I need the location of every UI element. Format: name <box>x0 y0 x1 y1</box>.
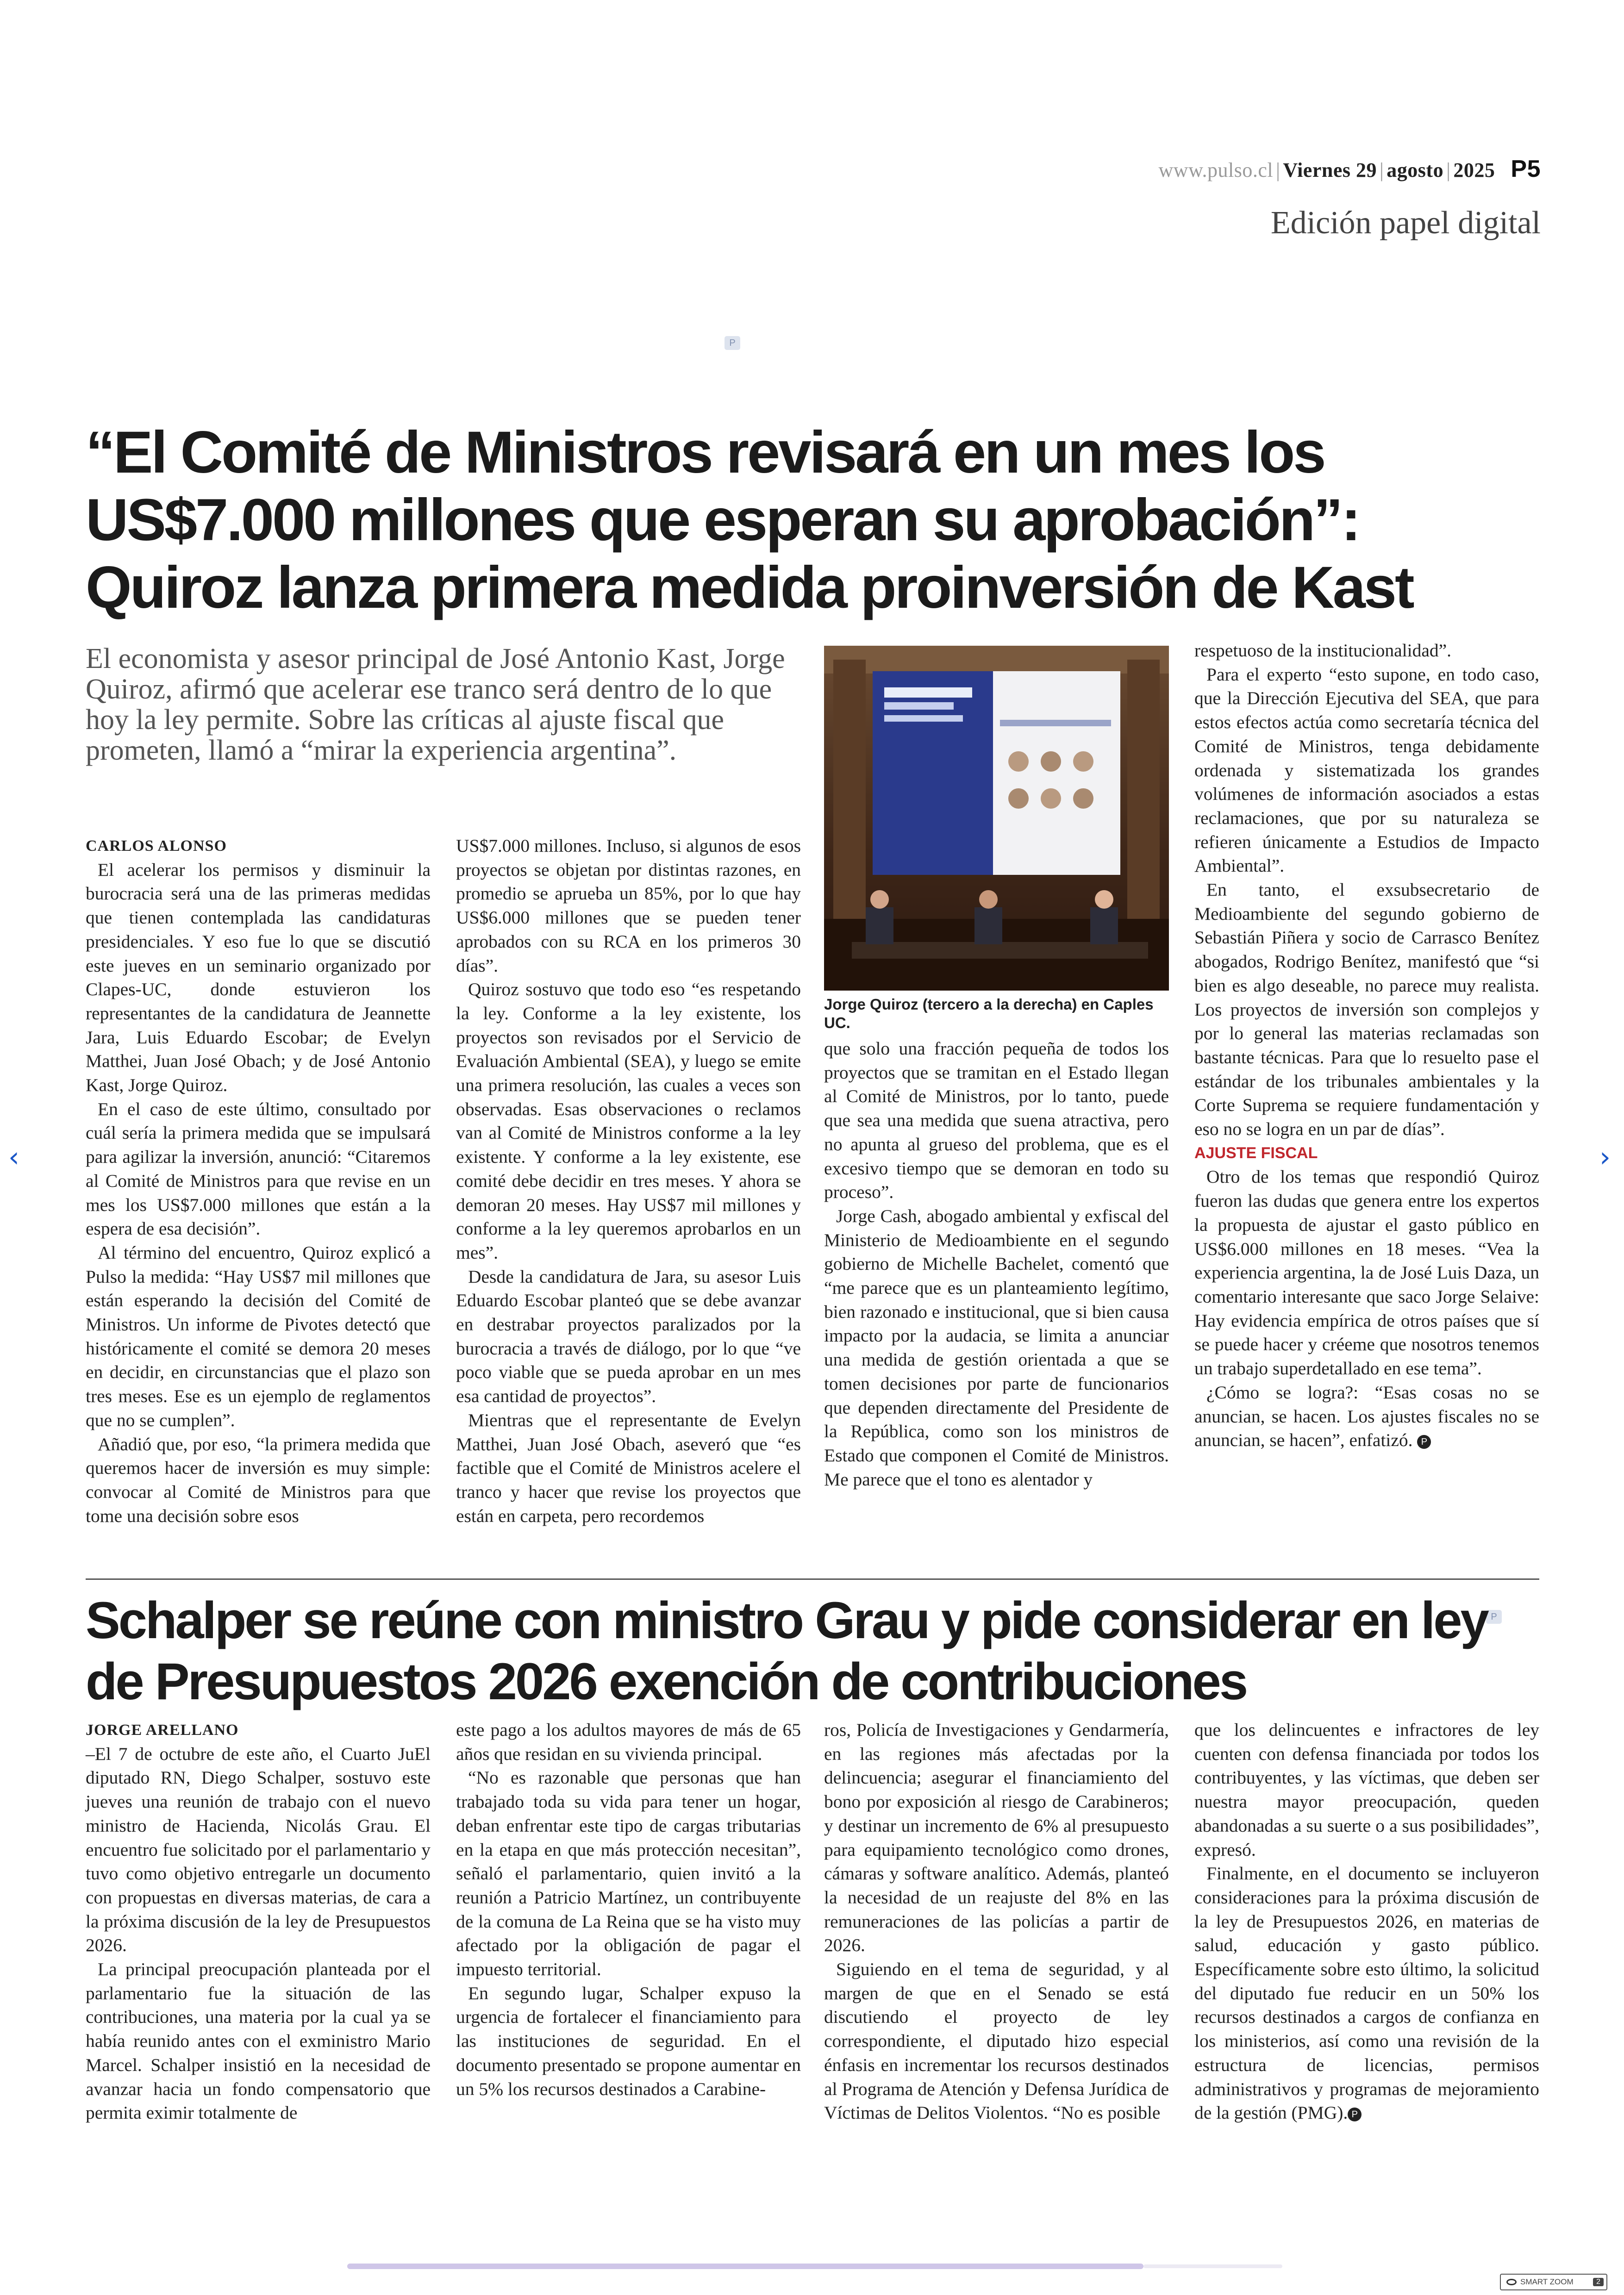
article1-paragraph: Otro de los temas que respondió Quiroz fueron las dudas que genera entre los expertos la propuesta de ajustar el gasto público en US$6.000 millones en 18 meses. “Vea la experiencia argentina, la de José Luis Daza, un comentario interesante que saco Jorge Selaive: Hay evidencia empírica de otros países que sí se puede hacer y créeme que nosotros tenemos un trabajo superdetallado en ese tema”. <box>1194 1166 1539 1379</box>
article1-paragraph: Mientras que el representante de Evelyn Matthei, Juan José Obach, aseveró que “es factible que el Comité de Ministros acelere el tranco y hacer que revise los proyectos que están en carpeta, pero recordemos <box>456 1409 801 1526</box>
site-url[interactable]: www.pulso.cl <box>1158 159 1274 181</box>
article2-byline: JORGE ARELLANO <box>86 1721 239 1739</box>
article1-paragraph: Jorge Cash, abogado ambiental y exfiscal del Ministerio de Medioambiente en el segundo gobierno de Michelle Bachelet, comentó que “me parece que es un planteamiento legítimo, bien razonado e institucional, que si bien causa impacto por la audacia, se limita a anunciar una medida de gestión orientada a que se tomen decisiones por parte de funcionarios que dependen directamente del Presidente de la República, como son los ministros de Estado que componen el Comité de Ministros. Me parece que el tono es alentador y <box>824 1205 1169 1490</box>
article1-paragraph: US$7.000 millones. Incluso, si algunos de esos proyectos se objetan por distintas razones, en promedio se aprueba un 85%, por lo que hay US$6.000 millones que se pueden tener aprobados con su RCA en los primeros 30 días”. <box>456 836 801 976</box>
ad-marker-icon[interactable]: P <box>725 336 740 350</box>
article1-lead: El economista y asesor principal de José Antonio Kast, Jorge Quiroz, afirmó que acelerar ese tranco será dentro de lo que hoy la ley permite. Sobre las críticas al ajuste fiscal que prometen, llamó a “mirar la experiencia argentina”. <box>86 643 785 766</box>
article1-paragraph: El acelerar los permisos y disminuir la burocracia será una de las primeras medidas que tienen contemplada las candidaturas presidenciales. Y eso fue lo que se discutió este jueves en un seminario organizado por Clapes-UC, donde estuvieron los representantes de la candidatura de Jeannette Jara, Luis Eduardo Escobar; de Evelyn Matthei, Juan José Obach; y de José Antonio Kast, Jorge Quiroz. <box>86 859 431 1096</box>
ad-marker-icon[interactable]: P <box>1486 1610 1502 1624</box>
masthead: www.pulso.cl | Viernes 29 | agosto | 2025 P5 <box>1158 156 1541 182</box>
article1-paragraph: Añadió que, por eso, “la primera medida que queremos hacer de inversión es muy simple: convocar al Comité de Ministros para que tome una decisión sobre esos <box>86 1434 431 1526</box>
article1-paragraph: Quiroz sostuvo que todo eso “es respetando la ley. Conforme a la ley existente, los proyectos son revisados por el Servicio de Evaluación Ambiental (SEA), y luego se emite una primera resolución, las cuales a veces son observadas. Esas observaciones o reclamos van al Comité de Ministros conforme a la ley existente. Y conforme a la ley existente, ese comité debe decidir en tres meses. Y ahora se demoran 20 meses. Hay US$7 mil millones y conforme a la ley queremos aprobarlos en un mes”. <box>456 979 801 1263</box>
issue-day: Viernes 29 <box>1283 159 1377 181</box>
smart-zoom-button[interactable] <box>1500 2274 1607 2290</box>
article1-paragraph: En el caso de este último, consultado por cuál sería la primera medida que se impulsará para agilizar la inversión, anunció: “Citaremos al Comité de Ministros para que revise en un mes los US$7.000 millones que están a la espera de esa decisión”. <box>86 1098 431 1239</box>
page-number: P5 <box>1511 156 1541 182</box>
article1-col3 <box>824 1037 1169 1491</box>
article1-paragraph: En tanto, el exsubsecretario de Medioambiente del segundo gobierno de Sebastián Piñera y socio de Carrasco Benítez abogados, Rodrigo Benítez, manifestó que “si bien es algo deseable, no parece muy realista. Los proyectos de inversión son complejos y por lo general las materias reclamadas son bastante técnicas. Para que lo resuelto pase el estándar de los tribunales ambientales y la Corte Suprema se requiere fundamentación y eso no se logra en un par de días”. <box>1194 879 1539 1140</box>
article2-paragraph: este pago a los adultos mayores de más de 65 años que residan en su vivienda principal. <box>456 1720 801 1764</box>
article2-closing-text: Finalmente, en el documento se incluyeron consideraciones para la próxima discusión de la ley de Presupuestos 2026, en materias de salud, educación y gasto público. Específicamente sobre esto último, la solicitud del diputado fue reducir en un 50% los recursos destinados a cargos de confianza en los ministerios, así como una revisión de la estructura de licencias, permisos administrativos y programas de mejoramiento de la gestión (PMG). <box>1194 1863 1539 2123</box>
article1-paragraph: Desde la candidatura de Jara, su asesor Luis Eduardo Escobar planteó que se debe avanzar en destrabar proyectos paralizados por la burocracia a través de diálogo, por lo que “ve poco viable que se pueda aprobar en un mes esa cantidad de proyectos”. <box>456 1266 801 1407</box>
edition-label: Edición papel digital <box>1270 205 1541 241</box>
article1-paragraph: Para el experto “esto supone, en todo caso, que la Dirección Ejecutiva del SEA, que para estos efectos actúa como secretaría técnica del Comité de Ministros, tenga debidamente ordenada y sistematizada los grandes volúmenes de información asociados a estas reclamaciones, que por su naturaleza se refieren únicamente a Estudios de Impacto Ambiental”. <box>1194 664 1539 876</box>
article1-paragraph <box>1194 1381 1539 1453</box>
article1-paragraph: respetuoso de la institucionalidad”. <box>1194 640 1452 661</box>
article2-paragraph <box>1194 1862 1539 2125</box>
article1-col4 <box>1194 639 1539 1453</box>
article2-paragraph: ros, Policía de Investigaciones y Gendarmería, en las regiones más afectadas por la delincuencia; asegurar el financiamiento del bono por exposición al riesgo de Carabineros; y destinar un incremento de 6% al presupuesto para equipamiento tecnológico como drones, cámaras y software analítico. Además, planteó la necesidad de un reajuste del 8% en las remuneraciones de las policías a partir de 2026. <box>824 1720 1169 1956</box>
article2-paragraph: –El 7 de octubre de este año, el Cuarto JuEl diputado RN, Diego Schalper, sostuvo este jueves una reunión de trabajo con el nuevo ministro de Hacienda, Nicolás Grau. El encuentro fue solicitado por el parlamentario y tuvo como objetivo entregarle un documento con propuestas en diversas materias, de cara a la próxima discusión de la ley de Presupuestos 2026. <box>86 1743 431 1956</box>
article2-paragraph: La principal preocupación planteada por el parlamentario fue la situación de las contribuciones, una materia por la cual ya se había reunido antes con el exministro Mario Marcel. Schalper insistió en la necesidad de avanzar hacia un fondo compensatorio que permita eximir totalmente de <box>86 1959 431 2123</box>
article2-col4 <box>1194 1718 1539 2125</box>
seminar-photo-image <box>824 646 1169 991</box>
article2-paragraph: que los delincuentes e infractores de ley cuenten con defensa financiada por todos los contribuyentes, y las víctimas, que deben ser nuestra mayor preocupación, queden abandonadas a su suerte o a sus posibilidades”, expresó. <box>1194 1720 1539 1860</box>
scrollbar-track[interactable] <box>1143 2264 1282 2268</box>
article2-col1 <box>86 1718 431 2125</box>
issue-year: 2025 <box>1453 159 1495 181</box>
article1-paragraph: Al término del encuentro, Quiroz explicó a Pulso la medida: “Hay US$7 mil millones que están esperando la decisión del Comité de Ministros. Un informe de Pivotes detectó que históricamente el comité se demora 20 meses en decidir, en circunstancias que el plazo son tres meses. Ese es un ejemplo de reglamentos que no se cumplen”. <box>86 1242 431 1430</box>
photo-caption: Jorge Quiroz (tercero a la derecha) en Caples UC. <box>824 996 1154 1031</box>
smart-zoom-label: SMART ZOOM <box>1520 2277 1574 2286</box>
article1-headline: “El Comité de Ministros revisará en un mes los US$7.000 millones que esperan su aprobación”: Quiroz lanza primera medida proinversión de Kast <box>86 419 1413 621</box>
article1-col1 <box>86 834 431 1528</box>
article1-closing-text: ¿Cómo se logra?: “Esas cosas no se anuncian, se hacen. Los ajustes fiscales no se anuncian, se hacen”, enfatizó. <box>1194 1382 1539 1451</box>
issue-month: agosto <box>1387 159 1444 181</box>
next-page-icon[interactable]: › <box>1599 1141 1611 1173</box>
end-mark-icon: P <box>1417 1435 1431 1449</box>
article2-col3 <box>824 1718 1169 2125</box>
article1-subhead: AJUSTE FISCAL <box>1194 1144 1318 1162</box>
smart-zoom-badge: 2 <box>1593 2278 1604 2286</box>
eye-icon <box>1506 2279 1517 2285</box>
end-mark-icon: P <box>1348 2108 1362 2121</box>
article2-col2 <box>456 1718 801 2101</box>
seminar-photo[interactable] <box>824 646 1169 991</box>
article2-paragraph: En segundo lugar, Schalper expuso la urgencia de fortalecer el financiamiento para las instituciones de seguridad. En el documento presentado se propone aumentar en un 5% los recursos destinados a Carabine- <box>456 1983 801 2099</box>
article2-paragraph: Siguiendo en el tema de seguridad, y al margen de que en el Senado se está discutiendo el proyecto de ley correspondiente, el diputado hizo especial énfasis en incrementar los recursos destinados al Programa de Atención y Defensa Jurídica de Víctimas de Delitos Violentos. “No es posible <box>824 1959 1169 2123</box>
article2-headline: Schalper se reúne con ministro Grau y pide considerar en ley de Presupuestos 2026 exención de contribuciones <box>86 1591 1487 1710</box>
article2-paragraph: “No es razonable que personas que han trabajado toda su vida para tener un hogar, deban enfrentar este tipo de cargas tributarias en la etapa en que más protección necesitan”, señaló el parlamentario, quien invitó a la reunión a Patricio Martínez, un contribuyente de la comuna de La Reina que se ha visto muy afectado por la obligación de pagar el impuesto territorial. <box>456 1767 801 1980</box>
article1-paragraph: que solo una fracción pequeña de todos los proyectos que se tramitan en el Estado llegan al Comité de Ministros, por lo tanto, puede que sea una medida que suena atractiva, pero no apunta al grueso del problema, que es el excesivo tiempo que se demoran en todo su proceso”. <box>824 1038 1169 1203</box>
prev-page-icon[interactable]: ‹ <box>8 1141 19 1173</box>
scrollbar-thumb[interactable] <box>347 2264 1143 2269</box>
section-divider <box>86 1578 1539 1580</box>
article1-byline: CARLOS ALONSO <box>86 837 227 854</box>
article1-col2 <box>456 834 801 1528</box>
